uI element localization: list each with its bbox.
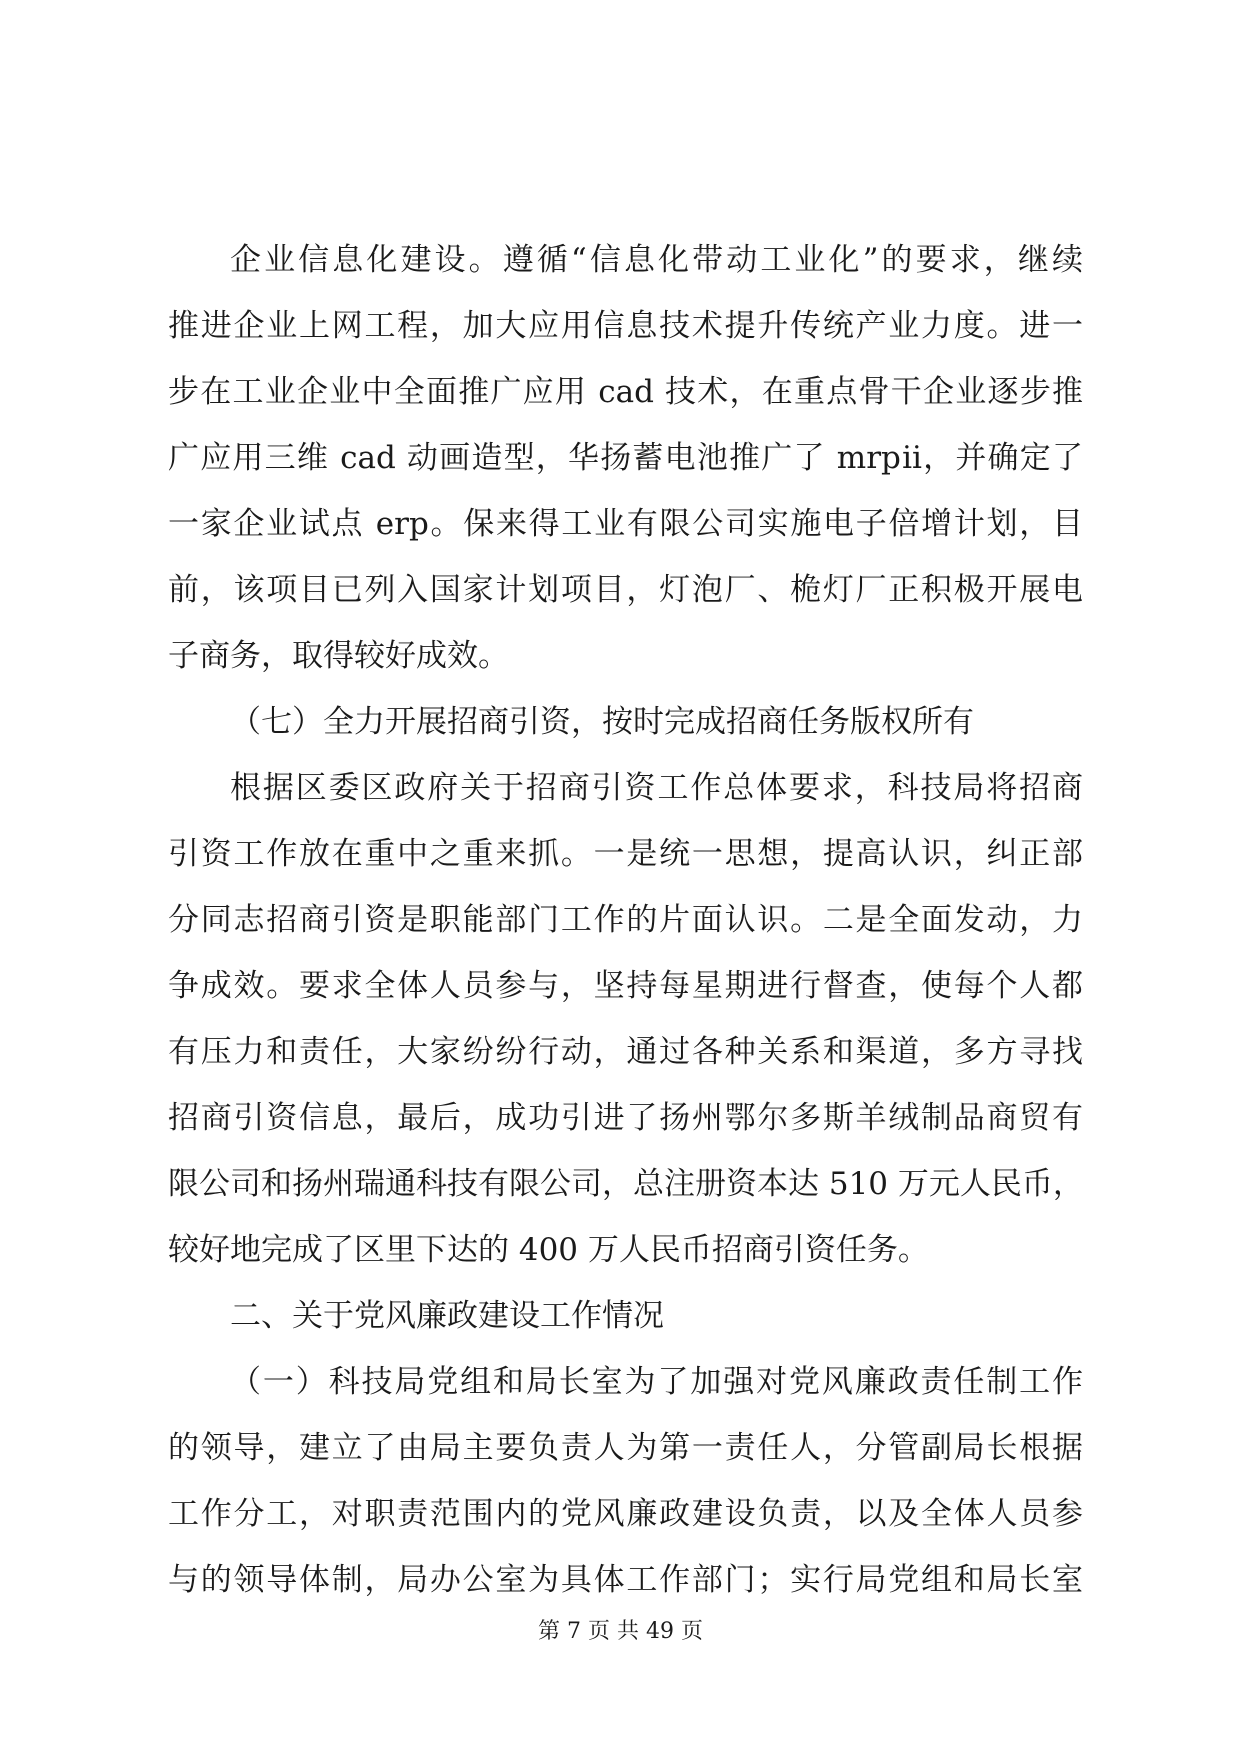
- text-line: 推进企业上网工程，加大应用信息技术提升传统产业力度。进一: [168, 308, 1083, 344]
- text-line: 的领导，建立了由局主要负责人为第一责任人，分管副局长根据: [168, 1430, 1083, 1466]
- text-line: 有压力和责任，大家纷纷行动，通过各种关系和渠道，多方寻找: [168, 1034, 1083, 1070]
- text-line: 子商务，取得较好成效。: [168, 638, 509, 674]
- body-text: [168, 227, 1083, 1613]
- section-heading: 二、关于党风廉政建设工作情况: [230, 1298, 664, 1334]
- text-line: 限公司和扬州瑞通科技有限公司，总注册资本达 510 万元人民币，: [168, 1166, 1084, 1202]
- text-line: 引资工作放在重中之重来抓。一是统一思想，提高认识，纠正部: [168, 836, 1083, 872]
- text-line: 一家企业试点 erp。保来得工业有限公司实施电子倍增计划，目: [168, 506, 1083, 542]
- text-line: 争成效。要求全体人员参与，坚持每星期进行督查，使每个人都: [168, 968, 1083, 1004]
- page-number-footer: 第 7 页 共 49 页: [538, 1619, 703, 1644]
- text-line: 工作分工，对职责范围内的党风廉政建设负责，以及全体人员参: [168, 1496, 1083, 1532]
- text-line: 较好地完成了区里下达的 400 万人民币招商引资任务。: [168, 1232, 929, 1268]
- section-heading: （七）全力开展招商引资，按时完成招商任务版权所有: [230, 704, 974, 740]
- text-line: 根据区委区政府关于招商引资工作总体要求，科技局将招商: [230, 770, 1083, 806]
- text-line: 企业信息化建设。遵循“信息化带动工业化”的要求，继续: [230, 242, 1083, 278]
- text-line: 广应用三维 cad 动画造型，华扬蓄电池推广了 mrpⅱ，并确定了: [168, 440, 1083, 476]
- text-line: 步在工业企业中全面推广应用 cad 技术，在重点骨干企业逐步推: [168, 374, 1083, 410]
- text-line: （一）科技局党组和局长室为了加强对党风廉政责任制工作: [230, 1364, 1083, 1400]
- text-line: 与的领导体制，局办公室为具体工作部门；实行局党组和局长室: [168, 1562, 1083, 1598]
- text-line: 分同志招商引资是职能部门工作的片面认识。二是全面发动，力: [168, 902, 1083, 938]
- text-line: 招商引资信息，最后，成功引进了扬州鄂尔多斯羊绒制品商贸有: [168, 1100, 1083, 1136]
- text-line: 前，该项目已列入国家计划项目，灯泡厂、桅灯厂正积极开展电: [168, 572, 1083, 608]
